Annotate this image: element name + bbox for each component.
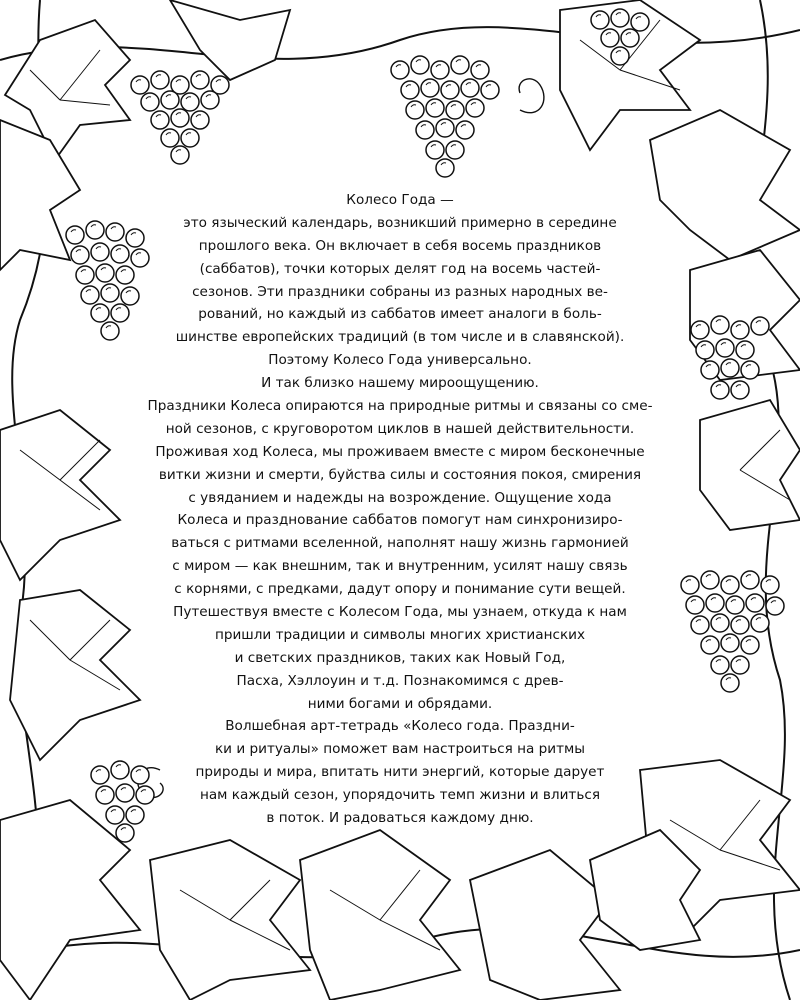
text-line: Поэтому Колесо Года универсально. — [268, 352, 532, 369]
text-line: Путешествуя вместе с Колесом Года, мы узнаем, откуда к нам — [173, 604, 627, 621]
text-line: Проживая ход Колеса, мы проживаем вместе с миром бесконечные — [155, 443, 645, 460]
text-line: витки жизни и смерти, буйства силы и состояния покоя, смирения — [158, 466, 642, 483]
text-line: ки и ритуалы» поможет вам настроиться на ритмы — [214, 741, 586, 758]
text-line: ваться с ритмами вселенной, наполнят нашу жизнь гармонией — [171, 535, 629, 552]
text-line: в поток. И радоваться каждому дню. — [266, 810, 534, 827]
text-line: с увяданием и надежды на возрождение. Ощущение хода — [188, 489, 612, 506]
text-line: Праздники Колеса опираются на природные ритмы и связаны со сме- — [147, 398, 653, 415]
text-line: с корнями, с предками, дадут опору и понимание сути вещей. — [174, 581, 626, 598]
text-line: Колесо Года — — [346, 192, 454, 208]
text-line: И так близко нашему мироощущению. — [261, 375, 539, 392]
text-line: нам каждый сезон, упорядочить темп жизни и влиться — [199, 787, 601, 804]
text-line: и светских праздников, таких как Новый Год, — [234, 649, 566, 666]
text-line: Колеса и празднование саббатов помогут нам синхронизиро- — [177, 512, 623, 529]
text-line: природы и мира, впитать нити энергий, которые дарует — [195, 764, 605, 781]
text-line: шинстве европейских традиций (в том числе и в славянской). — [175, 329, 625, 346]
text-line: ной сезонов, с круговоротом циклов в нашей действительности. — [165, 420, 635, 437]
text-line: (саббатов), точки которых делят год на восемь частей- — [199, 260, 601, 277]
text-line: прошлого века. Он включает в себя восемь праздников — [198, 237, 602, 254]
text-line: Волшебная арт-тетрадь «Колесо года. Праздни- — [225, 718, 575, 735]
text-line: это языческий календарь, возникший примерно в середине — [183, 214, 617, 231]
intro-text — [108, 189, 692, 830]
text-line: ними богами и обрядами. — [307, 695, 493, 712]
text-line: с миром — как внешним, так и внутренним, усилят нашу связь — [172, 558, 628, 575]
text-line: пришли традиции и символы многих христианских — [214, 626, 586, 643]
text-line: Пасха, Хэллоуин и т.д. Познакомимся с древ- — [236, 672, 564, 689]
text-line: рований, но каждый из саббатов имеет аналоги в боль- — [198, 306, 602, 323]
text-line: сезонов. Эти праздники собраны из разных народных ве- — [192, 283, 608, 300]
